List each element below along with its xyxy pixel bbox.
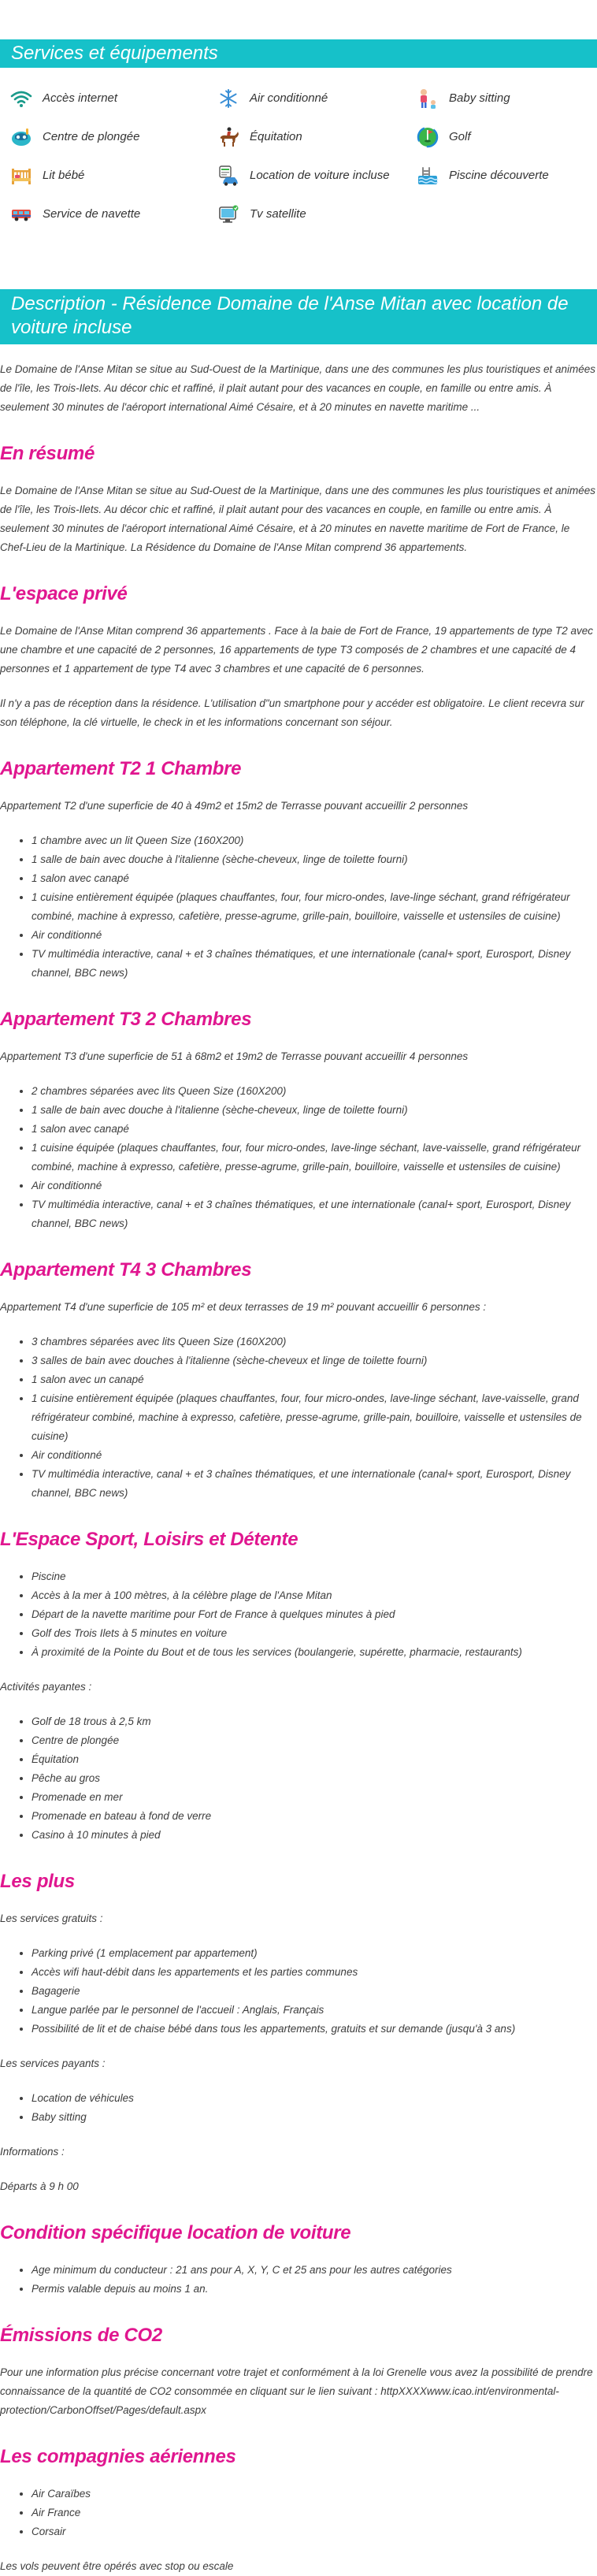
co2-heading: Émissions de CO2 xyxy=(0,2325,162,2346)
t4-heading: Appartement T4 3 Chambres xyxy=(0,1259,252,1281)
baby-icon xyxy=(416,87,439,110)
description-content xyxy=(0,360,597,2576)
tv-icon xyxy=(217,203,240,226)
list-item: • Baby sitting xyxy=(32,2108,597,2127)
compagnies-heading: Les compagnies aériennes xyxy=(0,2446,236,2467)
list-item: • Bagagerie xyxy=(32,1982,597,2001)
condition-heading: Condition spécifique location de voiture xyxy=(0,2222,351,2243)
t2-heading: Appartement T2 1 Chambre xyxy=(0,758,242,779)
service-item: Service de navette xyxy=(9,199,217,229)
list-item: • Air France xyxy=(32,2504,597,2522)
list-item: • Accès wifi haut-débit dans les appartements et les parties communes xyxy=(32,1963,597,1982)
description-title: Description - Résidence Domaine de l'Anse Mitan avec location de voiture incluse xyxy=(11,293,569,338)
diving-icon xyxy=(9,125,33,149)
list-item: • Air conditionné xyxy=(32,926,597,945)
list-item: • Casino à 10 minutes à pied xyxy=(32,1826,597,1845)
list-item: • TV multimédia interactive, canal + et 3 chaînes thématiques, et une internationale (canal+ sport, Eurosport, Disney channel, BBC news) xyxy=(32,945,597,983)
list-item: • Golf de 18 trous à 2,5 km xyxy=(32,1712,597,1731)
service-item: Golf xyxy=(416,122,597,152)
t2-list xyxy=(0,831,597,983)
service-item: Équitation xyxy=(217,122,416,152)
list-item: • 1 salon avec canapé xyxy=(32,1120,597,1139)
list-item: • 1 cuisine entièrement équipée (plaques chauffantes, four, four micro-ondes, lave-linge séchant, lave-vaisselle, grand réfrigérateur combiné, machine à expresso, cafetière, presse-agrume, grille-pain, bouilloire, vaisselle et ustensiles de cuisine) xyxy=(32,1389,597,1446)
crib-icon xyxy=(9,164,33,188)
list-item: • 2 chambres séparées avec lits Queen Size (160X200) xyxy=(32,1082,597,1101)
t2-intro: Appartement T2 d'une superficie de 40 à 49m2 et 15m2 de Terrasse pouvant accueillir 2 personnes xyxy=(0,800,469,812)
list-item: • Age minimum du conducteur : 21 ans pour A, X, Y, C et 25 ans pour les autres catégories xyxy=(32,2261,597,2280)
sport-list xyxy=(0,1567,597,1662)
t3-heading: Appartement T3 2 Chambres xyxy=(0,1009,252,1030)
list-item: • Départ de la navette maritime pour Fort de France à quelques minutes à pied xyxy=(32,1605,597,1624)
t3-list xyxy=(0,1082,597,1233)
services-title: Services et équipements xyxy=(11,43,218,64)
list-item: • Possibilité de lit et de chaise bébé dans tous les appartements, gratuits et sur demande (jusqu'à 3 ans) xyxy=(32,2020,597,2039)
service-item: Location de voiture incluse xyxy=(217,161,416,191)
list-item: • 3 chambres séparées avec lits Queen Size (160X200) xyxy=(32,1333,597,1351)
t4-list xyxy=(0,1333,597,1503)
snowflake-icon xyxy=(217,87,240,110)
description-intro: Le Domaine de l'Anse Mitan se situe au Sud-Ouest de la Martinique, dans une des communes les plus touristiques et animées de l'île, les Trois-Ilets. Au décor chic et raffiné, il plait autant pour des vacances en couple, en famille ou entre amis. À seulement 30 minutes de l'aéroport international Aimé Césaire, et à 20 minutes en navette maritime ... xyxy=(0,363,595,413)
service-item: Accès internet xyxy=(9,84,217,113)
list-item: • Centre de plongée xyxy=(32,1731,597,1750)
list-item: • Air Caraïbes xyxy=(32,2485,597,2504)
resume-heading: En résumé xyxy=(0,443,95,464)
list-item: • TV multimédia interactive, canal + et 3 chaînes thématiques, et une internationale (canal+ sport, Eurosport, Disney channel, BBC news) xyxy=(32,1195,597,1233)
list-item: • Promenade en bateau à fond de verre xyxy=(32,1807,597,1826)
list-item: • TV multimédia interactive, canal + et 3 chaînes thématiques, et une internationale (canal+ sport, Eurosport, Disney channel, BBC news) xyxy=(32,1465,597,1503)
list-item: • Accès à la mer à 100 mètres, à la célèbre plage de l'Anse Mitan xyxy=(32,1586,597,1605)
list-item: • Air conditionné xyxy=(32,1446,597,1465)
list-item: • 3 salles de bain avec douches à l'italienne (sèche-cheveux et linge de toilette fourni) xyxy=(32,1351,597,1370)
resume-text: Le Domaine de l'Anse Mitan se situe au Sud-Ouest de la Martinique, dans une des communes les plus touristiques et animées de l'île, les Trois-Ilets. Au décor chic et raffiné, il plait autant pour des vacances en couple, en famille ou entre amis. À seulement 30 minutes de l'aéroport international Aimé Césaire, et à 20 minutes en navette maritime de Fort de France, le Chef-Lieu de la Martinique. La Résidence du Domaine de l'Anse Mitan comprend 36 appartements. xyxy=(0,485,595,553)
list-item: • Golf des Trois Ilets à 5 minutes en voiture xyxy=(32,1624,597,1643)
list-item: • 1 salle de bain avec douche à l'italienne (sèche-cheveux, linge de toilette fourni) xyxy=(32,850,597,869)
list-item: • 1 salle de bain avec douche à l'italienne (sèche-cheveux, linge de toilette fourni) xyxy=(32,1101,597,1120)
service-item: Air conditionné xyxy=(217,84,416,113)
services-grid xyxy=(0,68,597,229)
list-item: • Pêche au gros xyxy=(32,1769,597,1788)
pool-icon xyxy=(416,164,439,188)
service-item: Tv satellite xyxy=(217,199,416,229)
list-item: • Équitation xyxy=(32,1750,597,1769)
description-banner xyxy=(0,289,597,344)
plus-heading: Les plus xyxy=(0,1871,75,1892)
espace-prive-heading: L'espace privé xyxy=(0,583,128,604)
list-item: • Langue parlée par le personnel de l'accueil : Anglais, Français xyxy=(32,2001,597,2020)
t4-intro: Appartement T4 d'une superficie de 105 m² et deux terrasses de 19 m² pouvant accueillir 6 personnes : xyxy=(0,1301,487,1313)
list-item: • Promenade en mer xyxy=(32,1788,597,1807)
services-gratuits-label: Les services gratuits : xyxy=(0,1912,103,1924)
list-item: • Permis valable depuis au moins 1 an. xyxy=(32,2280,597,2299)
services-gratuits-list xyxy=(0,1944,597,2039)
car-rental-icon xyxy=(217,164,240,188)
espace-prive-text-1: Le Domaine de l'Anse Mitan comprend 36 appartements . Face à la baie de Fort de France, 19 appartements de type T2 avec une chambre et une capacité de 2 personnes, 16 appartements de type T3 composés de 2 chambres et une capacité de 4 personnes et 1 appartement de type T4 avec 3 chambres et une capacité de 6 personnes. xyxy=(0,625,594,675)
list-item: • Corsair xyxy=(32,2522,597,2541)
condition-list xyxy=(0,2261,597,2299)
activites-payantes-label: Activités payantes : xyxy=(0,1681,92,1693)
list-item: • 1 salon avec canapé xyxy=(32,869,597,888)
co2-text: Pour une information plus précise concernant votre trajet et conformément à la loi Grenelle vous avez la possibilité de prendre connaissance de la quantité de CO2 consommée en cliquant sur le lien suivant : httpXXXXwww.icao.int/environmental-protection/CarbonOffset/Pages/default.aspx xyxy=(0,2366,593,2416)
service-item: Baby sitting xyxy=(416,84,597,113)
t3-intro: Appartement T3 d'une superficie de 51 à 68m2 et 19m2 de Terrasse pouvant accueillir 4 personnes xyxy=(0,1050,469,1062)
list-item: • Parking privé (1 emplacement par appartement) xyxy=(32,1944,597,1963)
golf-icon xyxy=(416,125,439,149)
wifi-icon xyxy=(9,87,33,110)
services-payants-label: Les services payants : xyxy=(0,2057,106,2069)
services-banner xyxy=(0,39,597,68)
list-item: • À proximité de la Pointe du Bout et de tous les services (boulangerie, supérette, pharmacie, restaurants) xyxy=(32,1643,597,1662)
espace-prive-text-2: Il n'y a pas de réception dans la résidence. L'utilisation d"un smartphone pour y accéder est obligatoire. Le client recevra sur son téléphone, la clé virtuelle, le check in et les informations concernant son séjour. xyxy=(0,697,584,728)
services-payants-list xyxy=(0,2089,597,2127)
departs-text: Départs à 9 h 00 xyxy=(0,2180,79,2192)
compagnies-list xyxy=(0,2485,597,2541)
shuttle-icon xyxy=(9,203,33,226)
service-item: Lit bébé xyxy=(9,161,217,191)
activites-payantes-list xyxy=(0,1712,597,1845)
list-item: • Piscine xyxy=(32,1567,597,1586)
list-item: • Location de véhicules xyxy=(32,2089,597,2108)
list-item: • 1 salon avec un canapé xyxy=(32,1370,597,1389)
list-item: • Air conditionné xyxy=(32,1176,597,1195)
list-item: • 1 cuisine entièrement équipée (plaques chauffantes, four, four micro-ondes, lave-linge séchant, grand réfrigérateur combiné, machine à expresso, cafetière, presse-agrume, grille-pain, bouilloire, vaisselle et ustensiles de cuisine) xyxy=(32,888,597,926)
list-item: • 1 chambre avec un lit Queen Size (160X200) xyxy=(32,831,597,850)
informations-label: Informations : xyxy=(0,2146,65,2158)
service-item: Piscine découverte xyxy=(416,161,597,191)
compagnies-note: Les vols peuvent être opérés avec stop ou escale xyxy=(0,2560,234,2572)
service-item: Centre de plongée xyxy=(9,122,217,152)
horse-icon xyxy=(217,125,240,149)
list-item: • 1 cuisine équipée (plaques chauffantes, four, four micro-ondes, lave-linge séchant, lave-vaisselle, grand réfrigérateur combiné, machine à expresso, cafetière, presse-agrume, grille-pain, bouilloire, vaisselle et ustensiles de cuisine) xyxy=(32,1139,597,1176)
sport-heading: L'Espace Sport, Loisirs et Détente xyxy=(0,1529,298,1550)
